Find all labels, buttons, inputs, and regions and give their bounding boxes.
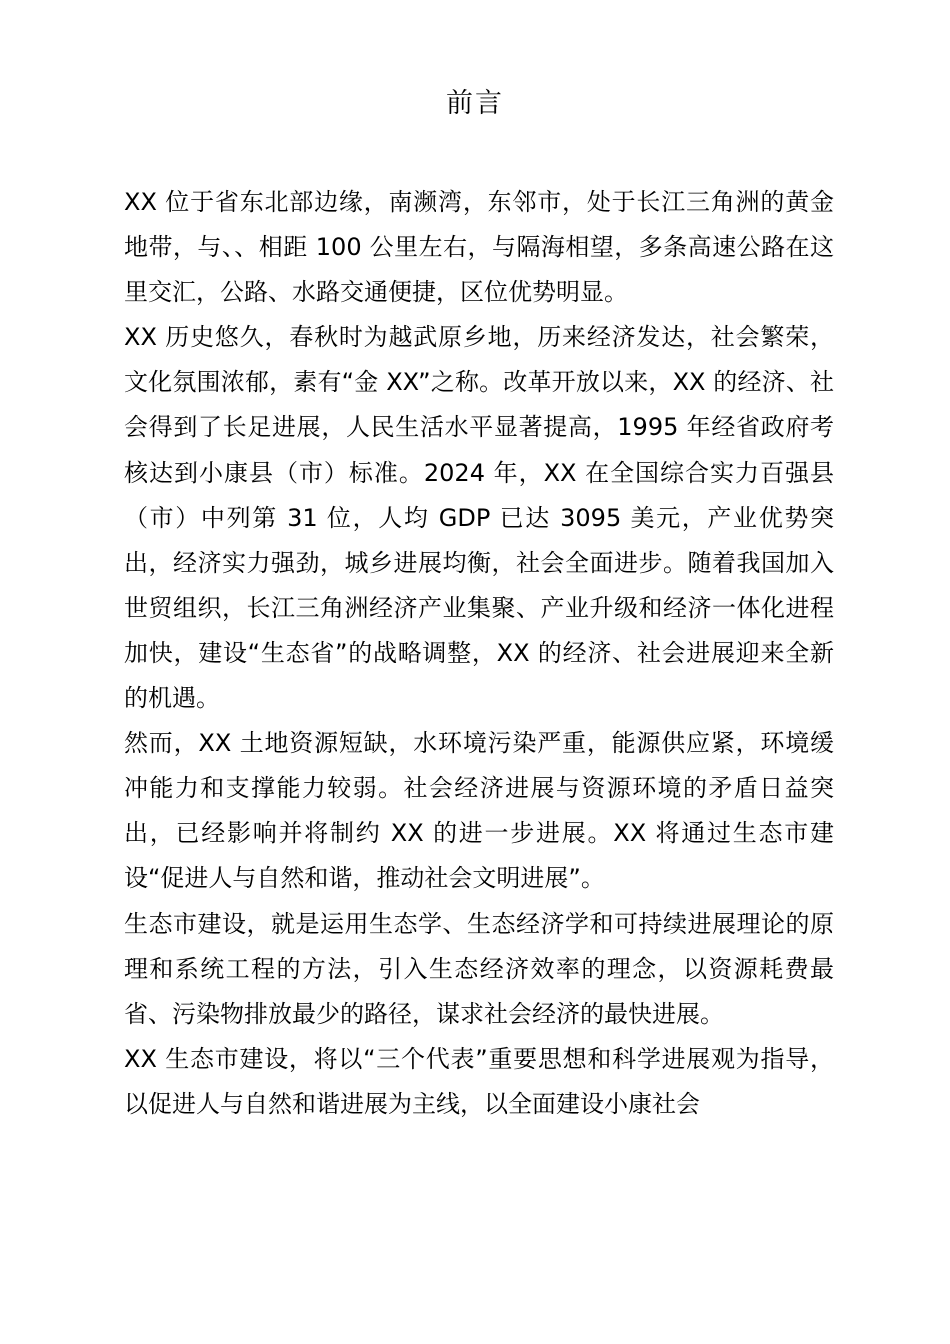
paragraph-history: XX 历史悠久，春秋时为越武原乡地，历来经济发达，社会繁荣，文化氛围浓郁，素有“金 XX”之称。改革开放以来，XX 的经济、社会得到了长足进展，人民生活水平显著提高，1995 年经省政府考核达到小康县（市）标准。2024 年，XX 在全国综合实力百强县（市）中列第 31 位，人均 GDP 已达 3095 美元，产业优势突出，经济实力强劲，城乡进展均衡，社会全面进步。随着我国加入世贸组织，长江三角洲经济产业集聚、产业升级和经济一体化进程加快，建设“生态省”的战略调整，XX 的经济、社会进展迎来全新的机遇。: [124, 323, 834, 713]
paragraph-challenges: 然而，XX 土地资源短缺，水环境污染严重，能源供应紧，环境缓冲能力和支撑能力较弱。社会经济进展与资源环境的矛盾日益突出，已经影响并将制约 XX 的进一步进展。XX 将通过生态市建设“促进人与自然和谐，推动社会文明进展”。: [124, 729, 834, 893]
paragraph-guidance: XX 生态市建设，将以“三个代表”重要思想和科学进展观为指导，以促进人与自然和谐进展为主线，以全面建设小康社会: [124, 1044, 834, 1118]
paragraph-location: XX 位于省东北部边缘，南濒湾，东邻市，处于长江三角洲的黄金地带，与、、相距 100 公里左右，与隔海相望，多条高速公路在这里交汇，公路、水路交通便捷，区位优势明显。: [124, 188, 834, 307]
paragraph-definition: 生态市建设，就是运用生态学、生态经济学和可持续进展理论的原理和系统工程的方法，引入生态经济效率的理念，以资源耗费最省、污染物排放最少的路径，谋求社会经济的最快进展。: [124, 909, 834, 1028]
page-title: 前言: [446, 88, 504, 119]
document-body: [124, 180, 834, 1127]
